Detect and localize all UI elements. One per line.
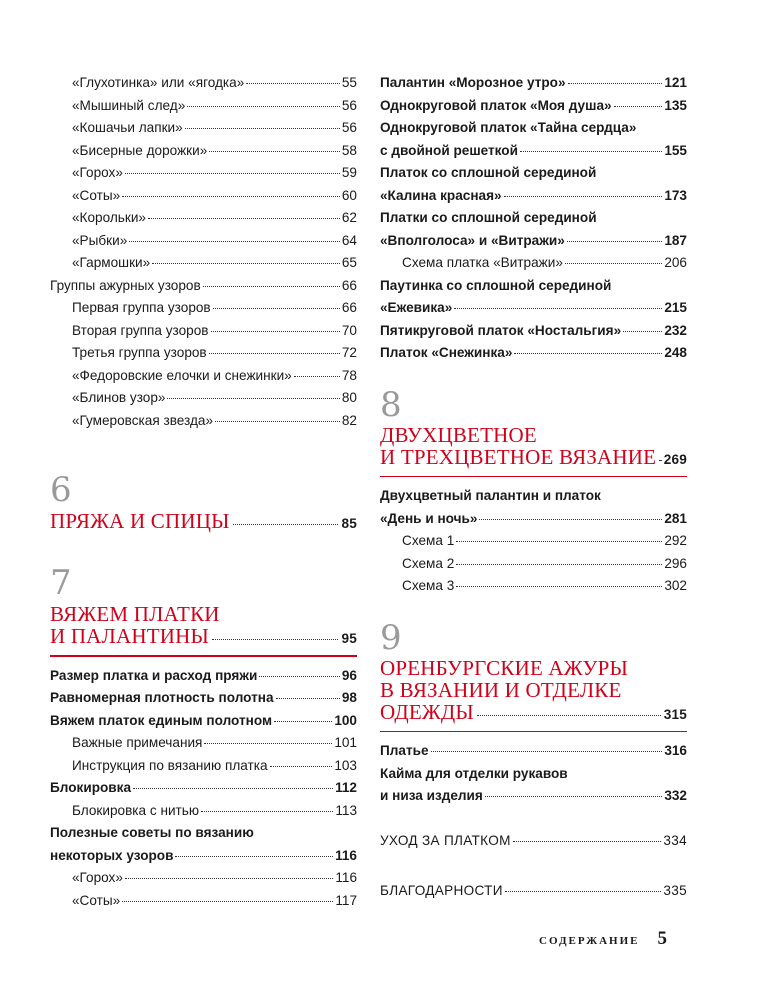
toc-entry[interactable] — [72, 252, 357, 275]
dot-leader — [201, 811, 333, 812]
toc-entry-title: Блокировка с нитью — [72, 802, 200, 818]
toc-entry-page: 116 — [335, 870, 357, 885]
toc-entry-title: «Кошачьи лапки» — [72, 120, 183, 135]
toc-entry-title-line: Полезные советы по вязанию — [50, 825, 254, 840]
chapter-title-line: ДВУХЦВЕТНОЕ — [380, 422, 537, 447]
toc-entry-title: Палантин «Морозное утро» — [380, 75, 566, 90]
toc-entry[interactable] — [380, 275, 687, 320]
toc-entry-title: Схема 2 — [402, 555, 455, 571]
toc-entry[interactable] — [380, 72, 687, 95]
toc-entry[interactable] — [72, 162, 357, 185]
toc-entry-title: «День и ночь» — [380, 510, 478, 526]
toc-entry[interactable] — [72, 342, 357, 365]
dot-leader — [513, 841, 662, 842]
dot-leader — [623, 331, 662, 332]
chapter-title[interactable] — [380, 701, 687, 726]
toc-entry-page: 296 — [664, 555, 687, 571]
toc-entry[interactable] — [402, 252, 687, 275]
toc-entry[interactable] — [380, 740, 687, 763]
toc-entry-title: и низа изделия — [380, 788, 483, 803]
toc-entry[interactable] — [72, 230, 357, 253]
chapter-page: 315 — [663, 706, 687, 722]
dot-leader — [167, 398, 339, 399]
toc-entry[interactable] — [380, 342, 687, 365]
toc-entry-title: «Бисерные дорожки» — [72, 142, 208, 158]
toc-section-care[interactable] — [380, 830, 687, 852]
dot-leader — [233, 524, 339, 525]
dot-leader — [565, 263, 662, 264]
toc-entry[interactable] — [402, 553, 687, 576]
toc-entry-page: 215 — [664, 300, 687, 315]
toc-entry-title: «Рыбки» — [72, 232, 128, 248]
toc-entry[interactable] — [72, 867, 357, 890]
toc-entry-title: «Федоровские елочки и снежинки» — [72, 367, 292, 383]
dot-leader — [122, 196, 340, 197]
toc-entry[interactable] — [72, 387, 357, 410]
dot-leader — [175, 856, 333, 857]
toc-entry-page: 187 — [664, 232, 687, 248]
running-footer-label: СОДЕРЖАНИЕ — [539, 935, 640, 947]
toc-entry[interactable] — [402, 530, 687, 553]
dot-leader — [211, 331, 340, 332]
toc-entry-title: Схема 1 — [402, 533, 455, 548]
toc-entry-page: 56 — [341, 120, 357, 135]
toc-entry-page: 206 — [664, 255, 687, 270]
toc-entry-title: «Корольки» — [72, 210, 146, 225]
toc-entry-list — [50, 665, 357, 913]
toc-entry-page: 66 — [341, 277, 357, 293]
chapter-title-line: В ВЯЗАНИИ И ОТДЕЛКЕ — [380, 677, 622, 702]
toc-entry[interactable] — [380, 763, 687, 808]
toc-entry[interactable] — [72, 800, 357, 823]
toc-entry-page: 80 — [341, 390, 357, 405]
toc-entry[interactable] — [380, 95, 687, 118]
section-rule — [380, 731, 687, 733]
toc-entry-page: 116 — [335, 847, 357, 863]
toc-entry-title: Первая группа узоров — [72, 300, 211, 315]
dot-leader — [431, 751, 663, 752]
toc-entry-list — [50, 72, 357, 432]
toc-entry-page: 292 — [664, 533, 687, 548]
dot-leader — [504, 196, 663, 197]
toc-entry[interactable] — [380, 117, 687, 162]
toc-entry-title: Однокруговой платок «Моя душа» — [380, 97, 612, 113]
toc-entry[interactable] — [72, 140, 357, 163]
toc-entry[interactable] — [72, 207, 357, 230]
toc-entry-page: 72 — [341, 345, 357, 360]
dot-leader — [514, 353, 662, 354]
toc-entry-title: с двойной решеткой — [380, 142, 518, 158]
toc-entry-page: 155 — [664, 142, 687, 158]
toc-entry[interactable] — [50, 665, 357, 688]
toc-entry[interactable] — [50, 275, 357, 298]
toc-entry-page: 173 — [664, 187, 687, 203]
dot-leader — [505, 891, 662, 892]
chapter-title[interactable] — [50, 625, 357, 650]
toc-entry-page: 98 — [341, 690, 357, 705]
dot-leader — [187, 106, 340, 107]
toc-entry-page: 96 — [341, 667, 357, 683]
toc-entry-title: Блокировка — [50, 780, 132, 795]
toc-entry-title: Размер платка и расход пряжи — [50, 667, 258, 683]
section-rule — [50, 655, 357, 657]
dot-leader — [274, 721, 332, 722]
dot-leader — [456, 541, 662, 542]
dot-leader — [568, 83, 663, 84]
chapter-number: 9 — [380, 617, 402, 658]
chapter-title-line: ОДЕЖДЫ — [380, 699, 474, 724]
toc-entry-page: 316 — [664, 743, 687, 758]
toc-entry-page: 101 — [334, 735, 357, 750]
dot-leader — [270, 766, 333, 767]
toc-entry-page: 302 — [664, 578, 687, 593]
toc-entry-page: 248 — [664, 345, 687, 360]
dot-leader — [276, 698, 340, 699]
toc-entry-page: 58 — [341, 142, 357, 158]
dot-leader — [485, 796, 662, 797]
dot-leader — [215, 421, 340, 422]
toc-entry[interactable] — [72, 755, 357, 778]
dot-leader — [520, 151, 662, 152]
toc-entry[interactable] — [72, 95, 357, 118]
toc-entry[interactable] — [402, 575, 687, 598]
toc-entry-title: «Горох» — [72, 870, 123, 885]
toc-entry-title: Третья группа узоров — [72, 345, 207, 360]
toc-left-column — [50, 72, 357, 912]
dot-leader — [125, 878, 333, 879]
toc-entry-title: Вторая группа узоров — [72, 322, 209, 338]
dot-leader — [454, 308, 662, 309]
toc-entry-title-line: Кайма для отделки рукавов — [380, 765, 568, 781]
toc-entry[interactable] — [72, 297, 357, 320]
dot-leader — [129, 241, 340, 242]
toc-entry-title: «Гумеровская звезда» — [72, 412, 214, 428]
chapter-title-line: ВЯЖЕМ ПЛАТКИ — [50, 602, 220, 626]
toc-entry-page: 135 — [664, 97, 687, 113]
toc-entry-page: 56 — [341, 97, 357, 113]
toc-entry-list — [380, 72, 687, 365]
toc-entry-title: Равномерная плотность полотна — [50, 690, 274, 705]
section-rule — [380, 476, 687, 478]
section-title: УХОД ЗА ПЛАТКОМ — [380, 832, 511, 848]
dot-leader — [567, 241, 663, 242]
chapter-title-line: ОРЕНБУРГСКИЕ АЖУРЫ — [380, 655, 628, 680]
dot-leader — [209, 151, 340, 152]
toc-entry-title-line: Паутинка со сплошной серединой — [380, 277, 612, 293]
toc-entry-page: 60 — [341, 187, 357, 203]
dot-leader — [614, 106, 663, 107]
toc-entry-title: «Соты» — [72, 892, 121, 908]
toc-entry-title: «Глухотинка» или «ягодка» — [72, 75, 245, 90]
dot-leader — [477, 715, 661, 716]
chapter-title[interactable] — [380, 446, 687, 471]
toc-entry-title: Вяжем платок единым полотном — [50, 712, 273, 728]
toc-entry-title: «Вполголоса» и «Витражи» — [380, 232, 565, 248]
toc-entry[interactable] — [72, 365, 357, 388]
toc-entry-list — [380, 485, 687, 598]
toc-entry[interactable] — [380, 320, 687, 343]
toc-entry-page: 332 — [664, 788, 687, 803]
toc-entry[interactable] — [50, 687, 357, 710]
toc-entry-title: Важные примечания — [72, 735, 203, 750]
toc-entry-page: 82 — [341, 412, 357, 428]
chapter-title-line: ПРЯЖА И СПИЦЫ — [50, 509, 230, 533]
toc-entry[interactable] — [72, 890, 357, 913]
chapter-page: 85 — [341, 516, 357, 531]
dot-leader — [133, 788, 333, 789]
toc-entry-title: «Ежевика» — [380, 300, 453, 315]
section-title: БЛАГОДАРНОСТИ — [380, 882, 503, 898]
toc-entry-title: «Блинов узор» — [72, 390, 166, 405]
chapter-number: 7 — [50, 563, 72, 603]
toc-entry-page: 55 — [341, 75, 357, 90]
toc-entry-title: «Соты» — [72, 187, 121, 203]
toc-section-thanks[interactable] — [380, 880, 687, 902]
chapter-title-line: И ПАЛАНТИНЫ — [50, 624, 209, 648]
toc-entry-list — [380, 740, 687, 808]
toc-entry[interactable] — [72, 117, 357, 140]
dot-leader — [479, 519, 662, 520]
toc-right-column — [380, 72, 687, 902]
toc-entry[interactable] — [380, 162, 687, 207]
chapter-title-line: И ТРЕХЦВЕТНОЕ ВЯЗАНИЕ — [380, 444, 657, 469]
toc-entry-title: Платье — [380, 743, 429, 758]
toc-entry-title: некоторых узоров — [50, 847, 174, 863]
toc-entry-page: 65 — [341, 255, 357, 270]
toc-entry-page: 112 — [335, 780, 357, 795]
toc-entry-page: 78 — [341, 367, 357, 383]
toc-entry-title: «Гармошки» — [72, 255, 151, 270]
dot-leader — [212, 639, 338, 640]
toc-entry-page: 117 — [335, 892, 357, 908]
dot-leader — [659, 460, 661, 461]
chapter-title[interactable] — [50, 510, 357, 535]
dot-leader — [185, 128, 340, 129]
toc-entry-title: Пятикруговой платок «Ностальгия» — [380, 322, 622, 338]
dot-leader — [152, 263, 340, 264]
toc-entry-page: 121 — [664, 75, 687, 90]
section-page: 334 — [663, 832, 687, 848]
toc-entry-page: 113 — [335, 802, 357, 818]
toc-entry-title-line: Однокруговой платок «Тайна сердца» — [380, 120, 637, 135]
dot-leader — [204, 743, 332, 744]
toc-entry-title: «Калина красная» — [380, 187, 502, 203]
chapter-page: 269 — [663, 451, 687, 467]
toc-entry-title: Группы ажурных узоров — [50, 277, 201, 293]
toc-entry-page: 66 — [341, 300, 357, 315]
dot-leader — [203, 286, 340, 287]
toc-entry[interactable] — [380, 485, 687, 530]
toc-entry-page: 232 — [664, 322, 687, 338]
dot-leader — [456, 564, 662, 565]
toc-entry[interactable] — [72, 320, 357, 343]
chapter-number: 6 — [50, 470, 72, 510]
toc-entry-page: 70 — [341, 322, 357, 338]
dot-leader — [294, 376, 340, 377]
toc-entry-title-line: Двухцветный палантин и платок — [380, 488, 601, 503]
toc-entry[interactable] — [72, 410, 357, 433]
dot-leader — [213, 308, 340, 309]
toc-entry-title-line: Платок со сплошной серединой — [380, 165, 597, 180]
page-footer — [539, 928, 667, 950]
dot-leader — [259, 676, 340, 677]
dot-leader — [246, 83, 340, 84]
chapter-number: 8 — [380, 384, 402, 425]
toc-entry-title: Схема 3 — [402, 578, 455, 593]
toc-entry[interactable] — [50, 710, 357, 733]
toc-entry[interactable] — [380, 207, 687, 252]
dot-leader — [125, 173, 340, 174]
toc-entry-page: 59 — [341, 165, 357, 180]
toc-entry-title: Платок «Снежинка» — [380, 345, 513, 360]
page-number: 5 — [657, 928, 667, 949]
toc-entry-title: Схема платка «Витражи» — [402, 255, 563, 270]
toc-entry[interactable] — [50, 777, 357, 800]
toc-entry-title-line: Платки со сплошной серединой — [380, 210, 597, 225]
toc-entry[interactable] — [72, 72, 357, 95]
dot-leader — [456, 586, 662, 587]
toc-entry-page: 100 — [334, 712, 357, 728]
toc-entry-title: «Горох» — [72, 165, 123, 180]
toc-entry-title: Инструкция по вязанию платка — [72, 757, 268, 773]
toc-entry-page: 103 — [334, 757, 357, 773]
section-page: 335 — [663, 882, 687, 898]
toc-entry-page: 62 — [341, 210, 357, 225]
dot-leader — [148, 218, 340, 219]
dot-leader — [209, 353, 340, 354]
toc-entry[interactable] — [50, 822, 357, 867]
toc-entry-page: 64 — [341, 232, 357, 248]
toc-entry-page: 281 — [664, 510, 687, 526]
chapter-page: 95 — [341, 631, 357, 646]
toc-entry-title: «Мышиный след» — [72, 97, 186, 113]
toc-entry[interactable] — [72, 732, 357, 755]
dot-leader — [122, 901, 333, 902]
toc-entry[interactable] — [72, 185, 357, 208]
